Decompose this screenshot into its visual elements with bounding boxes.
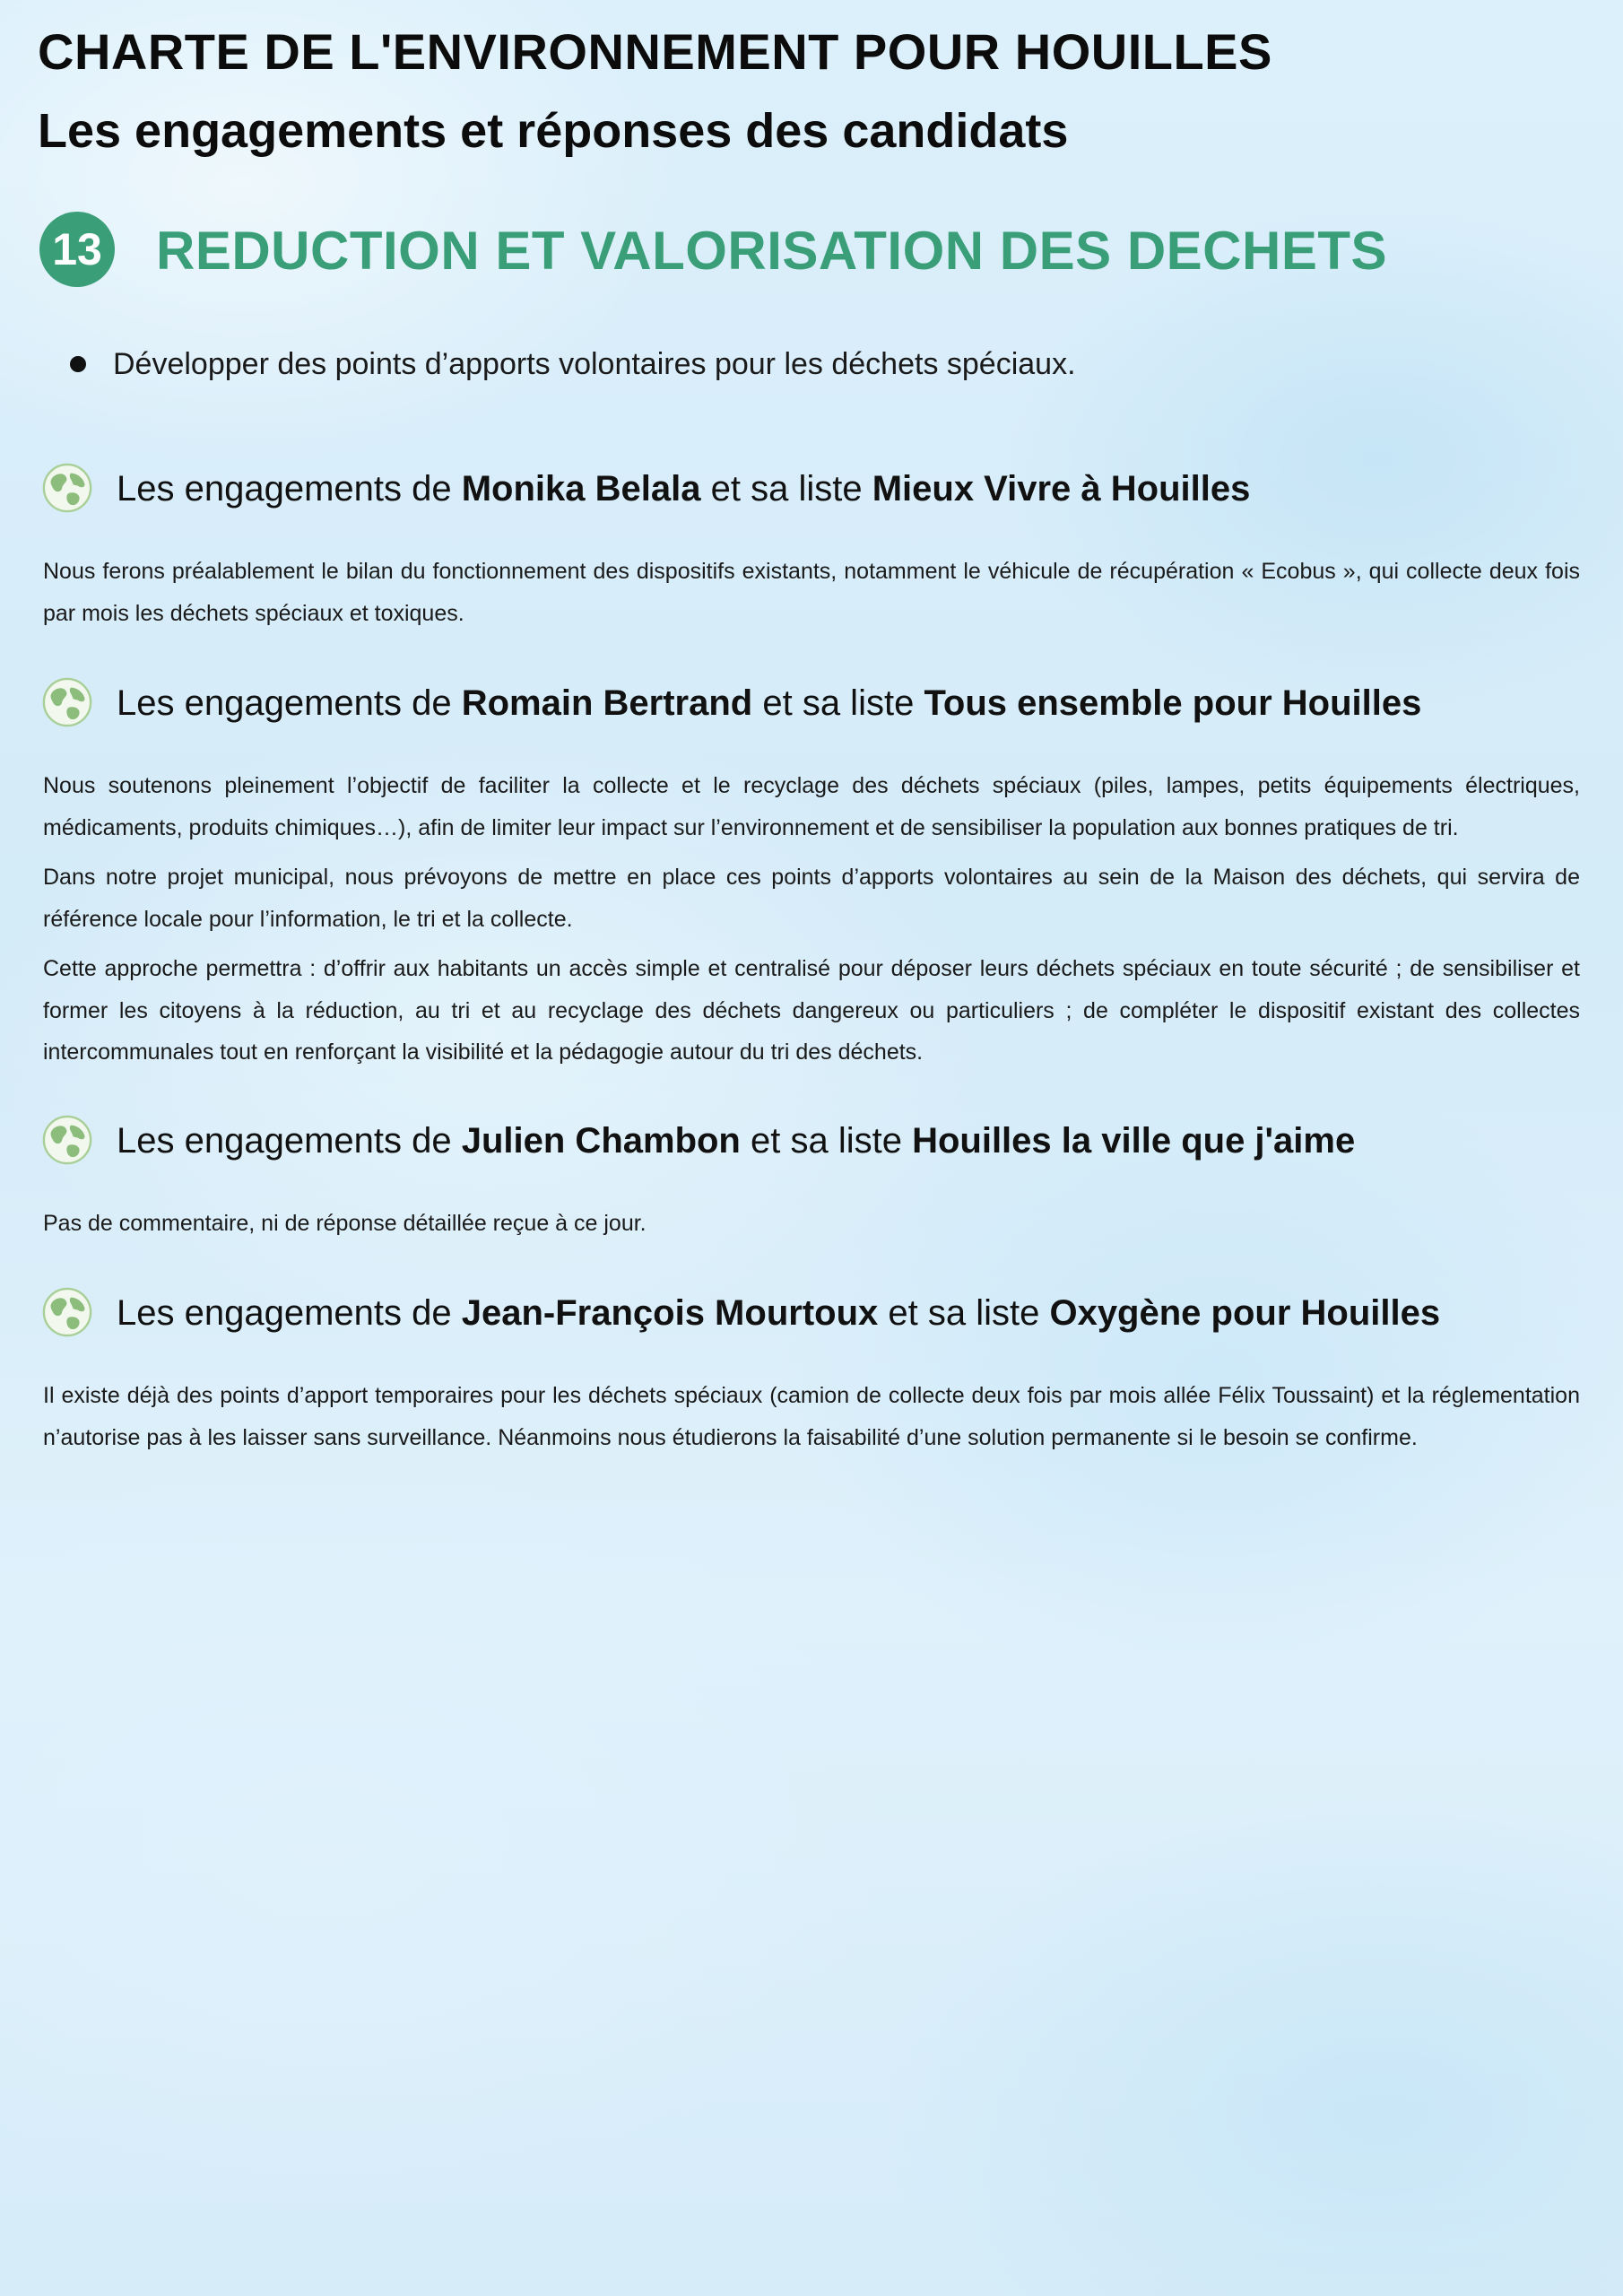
globe-icon: [41, 1114, 93, 1166]
candidate-heading-text: Les engagements de Julien Chambon et sa liste Houilles la ville que j'aime: [117, 1121, 1356, 1161]
candidate-response-mourtoux: [43, 1375, 1580, 1466]
candidate-heading-text: Les engagements de Romain Bertrand et sa liste Tous ensemble pour Houilles: [117, 683, 1422, 723]
candidate-name: Julien Chambon: [461, 1121, 741, 1161]
candidate-list-name: Tous ensemble pour Houilles: [924, 683, 1422, 723]
candidate-name: Jean-François Mourtoux: [461, 1293, 879, 1333]
globe-icon: [41, 462, 93, 514]
candidate-name: Monika Belala: [461, 469, 701, 509]
candidate-heading-text: Les engagements de Monika Belala et sa liste Mieux Vivre à Houilles: [117, 469, 1251, 509]
page-title: CHARTE DE L'ENVIRONNEMENT POUR HOUILLES: [38, 23, 1272, 80]
candidate-response-bertrand: [43, 765, 1580, 1082]
response-paragraph: Cette approche permettra : d’offrir aux habitants un accès simple et centralisé pour déposer leurs déchets spéciaux en toute sécurité ; de sensibiliser et former les citoyens à la réduction, au tri et au recyclage des déchets dangereux ou particuliers ; de compléter le dispositif existant des collectes intercommunales tout en renforçant la visibilité et la pédagogie autour du tri des déchets.: [43, 956, 1580, 1065]
bullet-icon: [70, 356, 86, 372]
response-paragraph: Nous soutenons pleinement l’objectif de faciliter la collecte et le recyclage des déchets spéciaux (piles, lampes, petits équipements électriques, médicaments, produits chimiques…), afin de limiter leur impact sur l’environnement et de sensibiliser la population aux bonnes pratiques de tri.: [43, 773, 1580, 840]
candidate-list-name: Mieux Vivre à Houilles: [872, 469, 1251, 509]
response-paragraph: Dans notre projet municipal, nous prévoyons de mettre en place ces points d’apports volontaires au sein de la Maison des déchets, qui servira de référence locale pour l’information, le tri et la collecte.: [43, 865, 1580, 932]
candidate-response-chambon: [43, 1203, 1580, 1253]
candidate-heading-text: Les engagements de Jean-François Mourtoux et sa liste Oxygène pour Houilles: [117, 1293, 1441, 1333]
candidate-name: Romain Bertrand: [461, 683, 753, 723]
section-title: REDUCTION ET VALORISATION DES DECHETS: [156, 221, 1388, 281]
candidate-list-name: Houilles la ville que j'aime: [912, 1121, 1356, 1161]
response-paragraph: Il existe déjà des points d’apport temporaires pour les déchets spéciaux (camion de collecte deux fois par mois allée Félix Toussaint) et la réglementation n’autorise pas à les laisser sans surveillance. Néanmoins nous étudierons la faisabilité d’une solution permanente si le besoin se confirme.: [43, 1383, 1580, 1450]
candidate-list-name: Oxygène pour Houilles: [1049, 1293, 1441, 1333]
section-number-badge: 13: [39, 212, 115, 287]
objective-item: [68, 337, 1076, 391]
objective-text: Développer des points d’apports volontaires pour les déchets spéciaux.: [113, 347, 1076, 381]
candidate-response-belala: [43, 551, 1580, 642]
response-paragraph: Nous ferons préalablement le bilan du fonctionnement des dispositifs existants, notamment le véhicule de récupération « Ecobus », qui collecte deux fois par mois les déchets spéciaux et toxiques.: [43, 559, 1580, 626]
globe-icon: [41, 1286, 93, 1338]
response-paragraph: Pas de commentaire, ni de réponse détaillée reçue à ce jour.: [43, 1211, 647, 1236]
page-subtitle: Les engagements et réponses des candidats: [38, 104, 1069, 158]
objectives-list: [68, 337, 1076, 391]
globe-icon: [41, 676, 93, 728]
